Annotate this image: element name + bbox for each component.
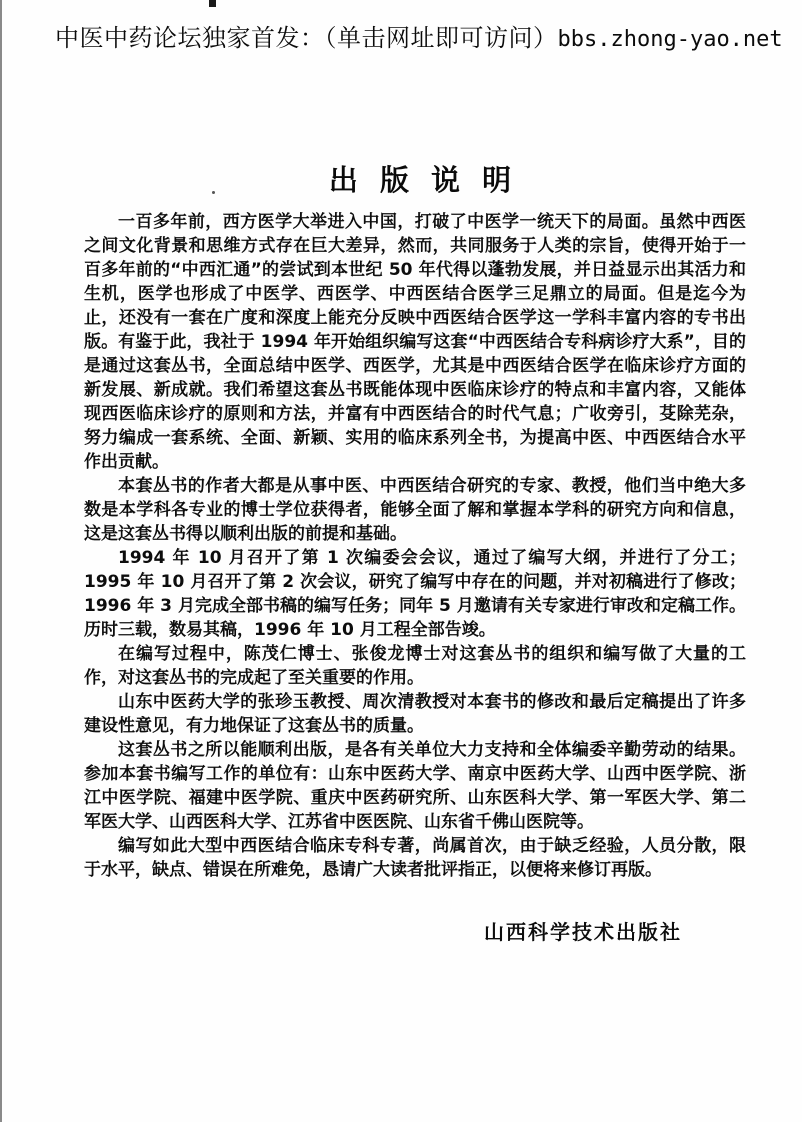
paragraph: 一百多年前，西方医学大举进入中国，打破了中医学一统天下的局面。虽然中西医之间文化背景和思维方式存在巨大差异，然而，共同服务于人类的宗旨，使得开始于一百多年前的“中西汇通”的尝试到本世纪 50 年代得以蓬勃发展，并日益显示出其活力和生机，医学也形成了中医学、西医学、中西医结合医学三足鼎立的局面。但是迄今为止，还没有一套在广度和深度上能充分反映中西医结合医学这一学科丰富内容的专书出版。有鉴于此，我社于 1994 年开始组织编写这套“中西医结合专科病诊疗大系”，目的是通过这套丛书，全面总结中医学、西医学，尤其是中西医结合医学在临床诊疗方面的新发展、新成就。我们希望这套丛书既能体现中医临床诊疗的特点和丰富内容，又能体现西医临床诊疗的原则和方法，并富有中西医结合的时代气息；广收旁引，芟除芜杂，努力编成一套系统、全面、新颖、实用的临床系列全书，为提高中医、中西医结合水平作出贡献。 — [84, 212, 746, 472]
publication-notes-body — [84, 210, 746, 882]
paragraph: 山东中医药大学的张珍玉教授、周次清教授对本套书的修改和最后定稿提出了许多建设性意见，有力地保证了这套丛书的质量。 — [84, 692, 746, 736]
scan-edge-line — [0, 0, 2, 1122]
paragraph: 在编写过程中，陈茂仁博士、张俊龙博士对这套丛书的组织和编写做了大量的工作，对这套丛书的完成起了至关重要的作用。 — [84, 644, 746, 688]
paragraph: 这套丛书之所以能顺利出版，是各有关单位大力支持和全体编委辛勤劳动的结果。参加本套书编写工作的单位有：山东中医药大学、南京中医药大学、山西中医学院、浙江中医学院、福建中医学院、重庆中医药研究所、山东医科大学、第一军医大学、第二军医大学、山西医科大学、江苏省中医医院、山东省千佛山医院等。 — [84, 740, 746, 832]
scan-artifact — [209, 0, 216, 7]
paragraph: 1994 年 10 月召开了第 1 次编委会会议，通过了编写大纲，并进行了分工；1995 年 10 月召开了第 2 次会议，研究了编写中存在的问题，并对初稿进行了修改；1996 年 3 月完成全部书稿的编写任务；同年 5 月邀请有关专家进行审改和定稿工作。历时三载，数易其稿，1996 年 10 月工程全部告竣。 — [84, 548, 746, 640]
page-title: 出 版 说 明 — [328, 163, 518, 198]
publisher-signature: 山西科学技术出版社 — [484, 920, 682, 944]
paragraph: 本套丛书的作者大都是从事中医、中西医结合研究的专家、教授，他们当中绝大多数是本学科各专业的博士学位获得者，能够全面了解和掌握本学科的研究方向和信息，这是这套丛书得以顺利出版的前提和基础。 — [84, 476, 746, 544]
forum-header-banner — [55, 18, 783, 53]
paragraph: 编写如此大型中西医结合临床专科专著，尚属首次，由于缺乏经验，人员分散，限于水平，缺点、错误在所难免，恳请广大读者批评指正，以便将来修订再版。 — [84, 836, 746, 880]
forum-url-link[interactable]: bbs.zhong-yao.net — [557, 27, 783, 52]
forum-header-text: 中医中药论坛独家首发：（单击网址即可访问） — [55, 26, 558, 52]
